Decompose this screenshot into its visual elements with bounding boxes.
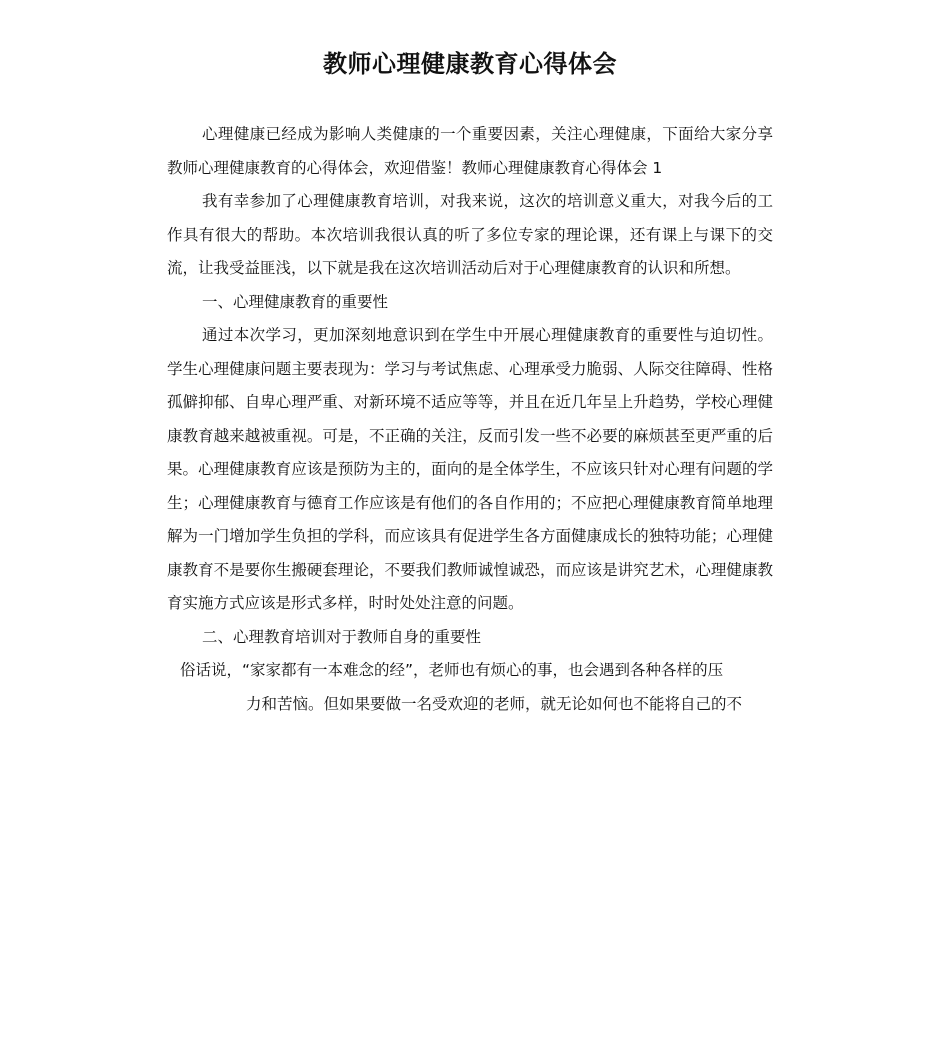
intro-paragraph: 心理健康已经成为影响人类健康的一个重要因素，关注心理健康，下面给大家分享教师心理健康教育的心得体会，欢迎借鉴！教师心理健康教育心得体会 1: [167, 125, 773, 177]
document-body: [167, 118, 773, 721]
proverb-line-2: 力和苦恼。但如果要做一名受欢迎的老师，就无论如何也不能将自己的不: [246, 694, 743, 713]
section-heading-1: 一、心理健康教育的重要性: [202, 292, 389, 311]
proverb-paragraph: [167, 654, 773, 721]
experience-paragraph: 我有幸参加了心理健康教育培训，对我来说，这次的培训意义重大，对我今后的工作具有很大的帮助。本次培训我很认真的听了多位专家的理论课，还有课上与课下的交流，让我受益匪浅，以下就是我在这次培训活动后对于心理健康教育的认识和所想。: [167, 192, 773, 277]
proverb-line-1: 俗话说，“家家都有一本难念的经”，老师也有烦心的事，也会遇到各种各样的压: [180, 661, 724, 679]
importance-paragraph: 通过本次学习，更加深刻地意识到在学生中开展心理健康教育的重要性与迫切性。学生心理健康问题主要表现为：学习与考试焦虑、心理承受力脆弱、人际交往障碍、性格孤僻抑郁、自卑心理严重、对新环境不适应等等，并且在近几年呈上升趋势，学校心理健康教育越来越被重视。可是，不正确的关注，反而引发一些不必要的麻烦甚至更严重的后果。心理健康教育应该是预防为主的，面向的是全体学生，不应该只针对心理有问题的学生；心理健康教育与德育工作应该是有他们的各自作用的；不应把心理健康教育简单地理解为一门增加学生负担的学科，而应该具有促进学生各方面健康成长的独特功能；心理健康教育不是要你生搬硬套理论，不要我们教师诚惶诚恐，而应该是讲究艺术，心理健康教育实施方式应该是形式多样，时时处处注意的问题。: [167, 326, 773, 612]
document-title: 教师心理健康教育心得体会: [323, 50, 617, 78]
section-heading-2: 二、心理教育培训对于教师自身的重要性: [202, 627, 482, 646]
